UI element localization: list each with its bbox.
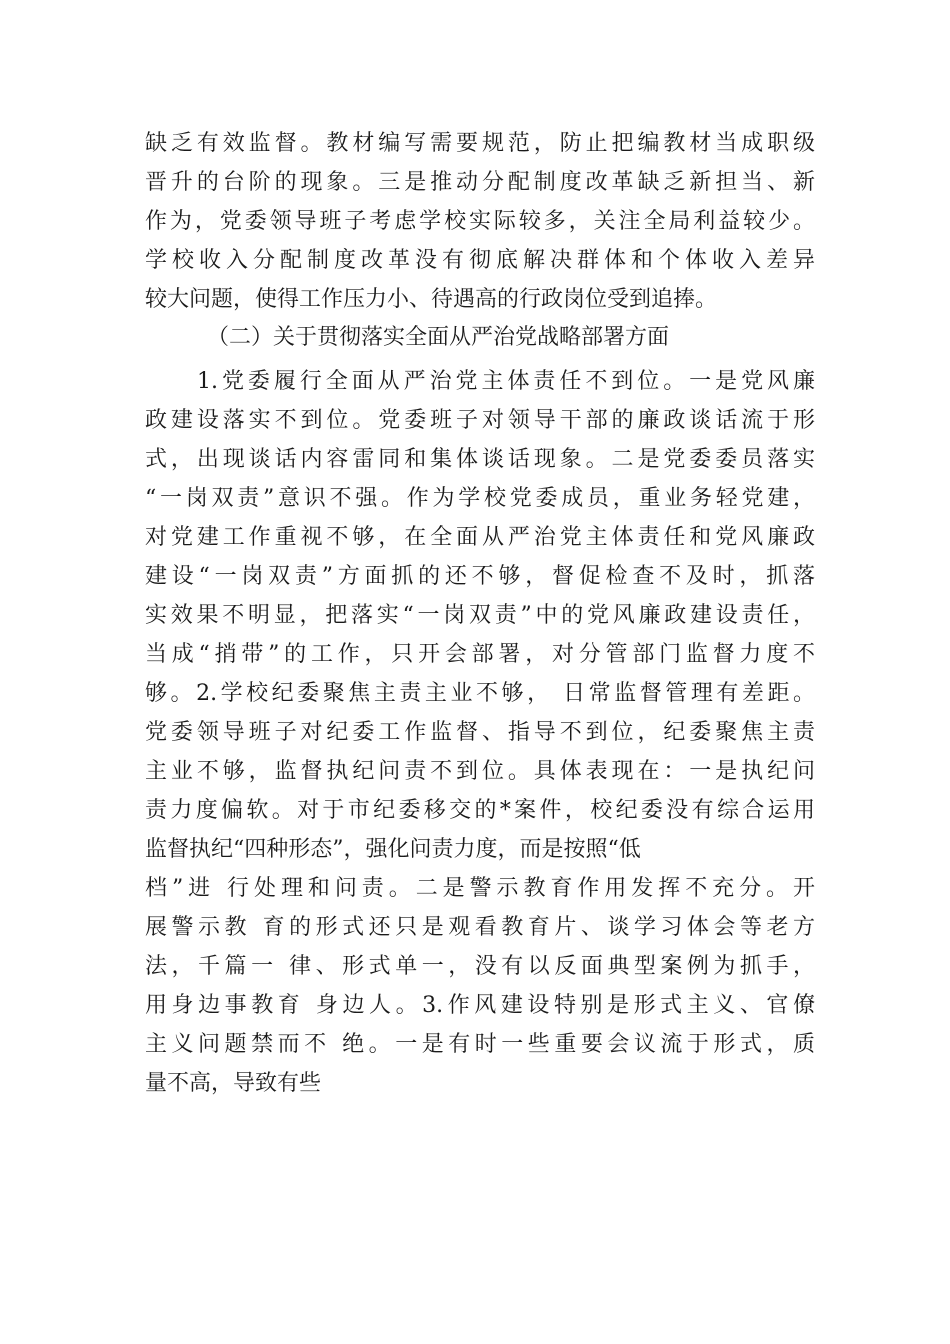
text-line-13: 实效果不明显，把落实“一岗双责”中的党风廉政建设责任，: [145, 603, 815, 628]
text-line-11: 对党建工作重视不够，在全面从严治党主体责任和党风廉政: [145, 525, 815, 550]
text-line-16: 党委领导班子对纪委工作监督、指导不到位，纪委聚焦主责: [145, 720, 815, 745]
text-line-7: 1.党委履行全面从严治党主体责任不到位。一是党风廉: [197, 369, 815, 394]
text-line-1: 缺乏有效监督。教材编写需要规范，防止把编教材当成职级: [145, 131, 815, 156]
text-line-25: 量不高，导致有些: [145, 1071, 322, 1096]
text-line-14: 当成“捎带”的工作，只开会部署，对分管部门监督力度不: [145, 642, 815, 667]
text-line-18: 责力度偏软。对于市纪委移交的*案件，校纪委没有综合运用: [145, 798, 815, 823]
text-line-4: 学校收入分配制度改革没有彻底解决群体和个体收入差异: [145, 248, 815, 273]
text-line-22: 法，千篇一 律、形式单一，没有以反面典型案例为抓手，: [145, 954, 815, 979]
text-line-21: 展警示教 育的形式还只是观看教育片、谈学习体会等老方: [145, 915, 815, 940]
text-line-20: 档”进 行处理和问责。二是警示教育作用发挥不充分。开: [145, 876, 815, 901]
text-line-19: 监督执纪“四种形态”，强化问责力度，而是按照“低: [145, 837, 641, 862]
text-line-2: 晋升的台阶的现象。三是推动分配制度改革缺乏新担当、新: [145, 170, 815, 195]
text-line-12: 建设“一岗双责”方面抓的还不够，督促检查不及时，抓落: [145, 564, 815, 589]
text-line-9: 式，出现谈话内容雷同和集体谈话现象。二是党委委员落实: [145, 447, 815, 472]
section-heading: （二）关于贯彻落实全面从严治党战略部署方面: [207, 325, 670, 350]
text-line-23: 用身边事教育 身边人。3.作风建设特别是形式主义、官僚: [145, 993, 815, 1018]
text-line-8: 政建设落实不到位。党委班子对领导干部的廉政谈话流于形: [145, 408, 815, 433]
text-line-17: 主业不够，监督执纪问责不到位。具体表现在：一是执纪问: [145, 759, 815, 784]
text-line-10: “一岗双责”意识不强。作为学校党委成员，重业务轻党建，: [145, 486, 815, 511]
text-line-24: 主义问题禁而不 绝。一是有时一些重要会议流于形式，质: [145, 1032, 815, 1057]
text-line-15: 够。2.学校纪委聚焦主责主业不够， 日常监督管理有差距。: [145, 681, 815, 706]
text-line-5: 较大问题，使得工作压力小、待遇高的行政岗位受到追捧。: [145, 287, 718, 312]
text-line-3: 作为，党委领导班子考虑学校实际较多，关注全局利益较少。: [145, 209, 815, 234]
